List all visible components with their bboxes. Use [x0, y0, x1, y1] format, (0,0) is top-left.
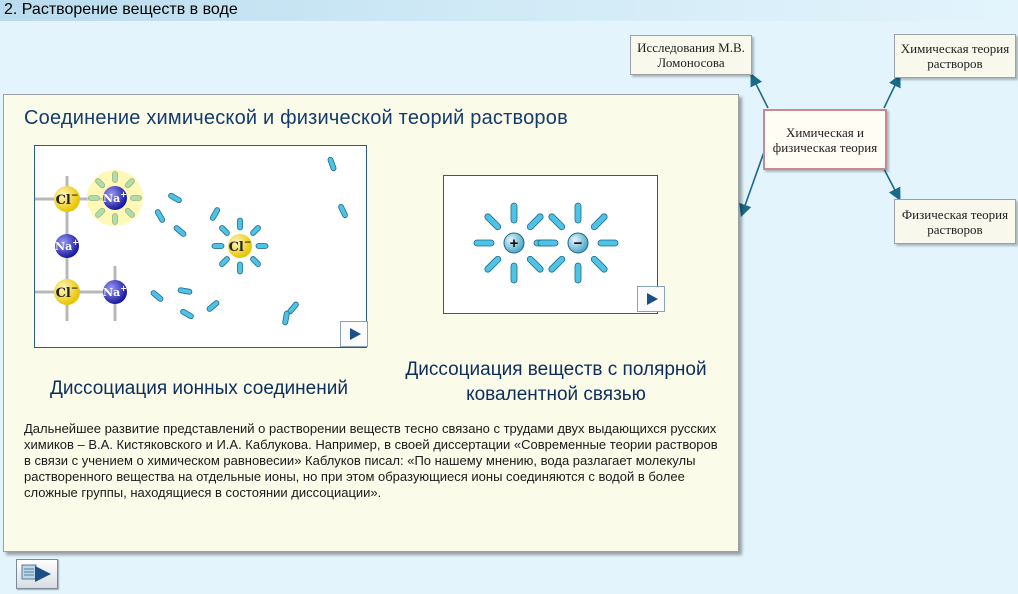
water-dipole — [206, 300, 220, 313]
body-text: Дальнейшее развитие представлений о растворении веществ тесно связано с трудами двух выдающихся русских химиков – В.А. Кистяковского и И.А. Каблукова. Например, в своей диссертации «Современные теории растворов в связи с учением о химическом равновесии» Каблуков писал: «По нашему мнению, вода разлагает молекулы растворенного вещества на отдельные ионы, но при этом образующиеся ионы соединяются с водой в более сложные группы, находящиеся в состоянии диссоциации». — [24, 421, 718, 500]
water-dipole — [150, 290, 164, 303]
water-dipole — [250, 224, 262, 236]
svg-text:Cl−: Cl− — [55, 284, 79, 301]
water-dipole — [484, 213, 502, 231]
water-dipole — [238, 218, 243, 230]
polar-dissociation-animation[interactable] — [443, 175, 658, 314]
water-dipole — [154, 209, 165, 224]
ionic-dissociation-picture — [35, 146, 366, 347]
play-polar-button[interactable] — [637, 286, 665, 312]
water-dipole — [511, 263, 517, 283]
water-dipole — [590, 255, 608, 273]
concept-chemical[interactable] — [894, 34, 1016, 78]
arrow-to-panel — [742, 152, 764, 214]
water-dipole — [282, 311, 289, 326]
concept-physical-label: Физическая теория растворов — [901, 206, 1009, 237]
water-dipole — [511, 203, 517, 223]
svg-text:Cl−: Cl− — [55, 191, 79, 208]
panel-title: Соединение химической и физической теорий растворов — [24, 107, 568, 129]
play-ionic-button[interactable] — [340, 321, 368, 347]
svg-text:Na+: Na+ — [55, 237, 79, 253]
water-dipole — [218, 256, 230, 268]
ionic-dissociation-animation[interactable] — [34, 145, 367, 348]
concept-lomonosov[interactable] — [630, 35, 752, 75]
water-dipole — [256, 244, 268, 249]
svg-text:+: + — [509, 235, 519, 252]
water-dipole — [338, 204, 348, 219]
water-dipole — [250, 256, 262, 268]
svg-text:Na+: Na+ — [103, 283, 127, 299]
water-dipole — [526, 255, 544, 273]
polar-caption: Диссоциация веществ с полярной ковалентной связью — [405, 359, 707, 405]
water-dipole — [575, 263, 581, 283]
water-dipole — [526, 213, 544, 231]
svg-text:−: − — [573, 235, 583, 252]
water-dipole — [538, 240, 558, 246]
concept-lomonosov-label: Исследования М.В. Ломоносова — [637, 40, 745, 70]
navigation-button[interactable] — [16, 559, 58, 589]
concept-center[interactable] — [763, 109, 887, 170]
water-dipole — [168, 192, 183, 203]
concept-physical[interactable] — [894, 199, 1016, 244]
content-panel — [3, 94, 739, 552]
svg-text:Na+: Na+ — [103, 189, 127, 205]
water-dipole — [598, 240, 618, 246]
navigation-icon — [17, 560, 57, 588]
svg-text:Cl−: Cl− — [228, 238, 252, 255]
water-dipole — [575, 203, 581, 223]
water-dipole — [212, 244, 224, 249]
water-dipole — [178, 287, 193, 294]
page-title: 2. Растворение веществ в воде — [4, 1, 238, 18]
water-dipole — [548, 213, 566, 231]
polar-water-dipoles — [474, 203, 618, 283]
concept-center-label: Химическая и физическая теория — [772, 124, 878, 155]
arrow-to-chemical — [884, 77, 899, 108]
water-dipole — [238, 262, 243, 274]
water-dipole — [474, 240, 494, 246]
water-dipole — [548, 255, 566, 273]
ionic-caption: Диссоциация ионных соединений — [50, 378, 348, 399]
arrow-to-lomonosov — [752, 76, 768, 108]
water-dipole — [173, 225, 187, 238]
arrow-to-physical — [884, 169, 899, 198]
polar-dissociation-picture — [444, 176, 657, 313]
water-dipole — [590, 213, 608, 231]
water-dipole — [209, 207, 220, 222]
water-dipole — [218, 224, 230, 236]
concept-chemical-label: Химическая теория растворов — [900, 41, 1010, 71]
water-dipole — [484, 255, 502, 273]
water-dipole — [327, 157, 336, 172]
water-dipole — [180, 308, 195, 319]
